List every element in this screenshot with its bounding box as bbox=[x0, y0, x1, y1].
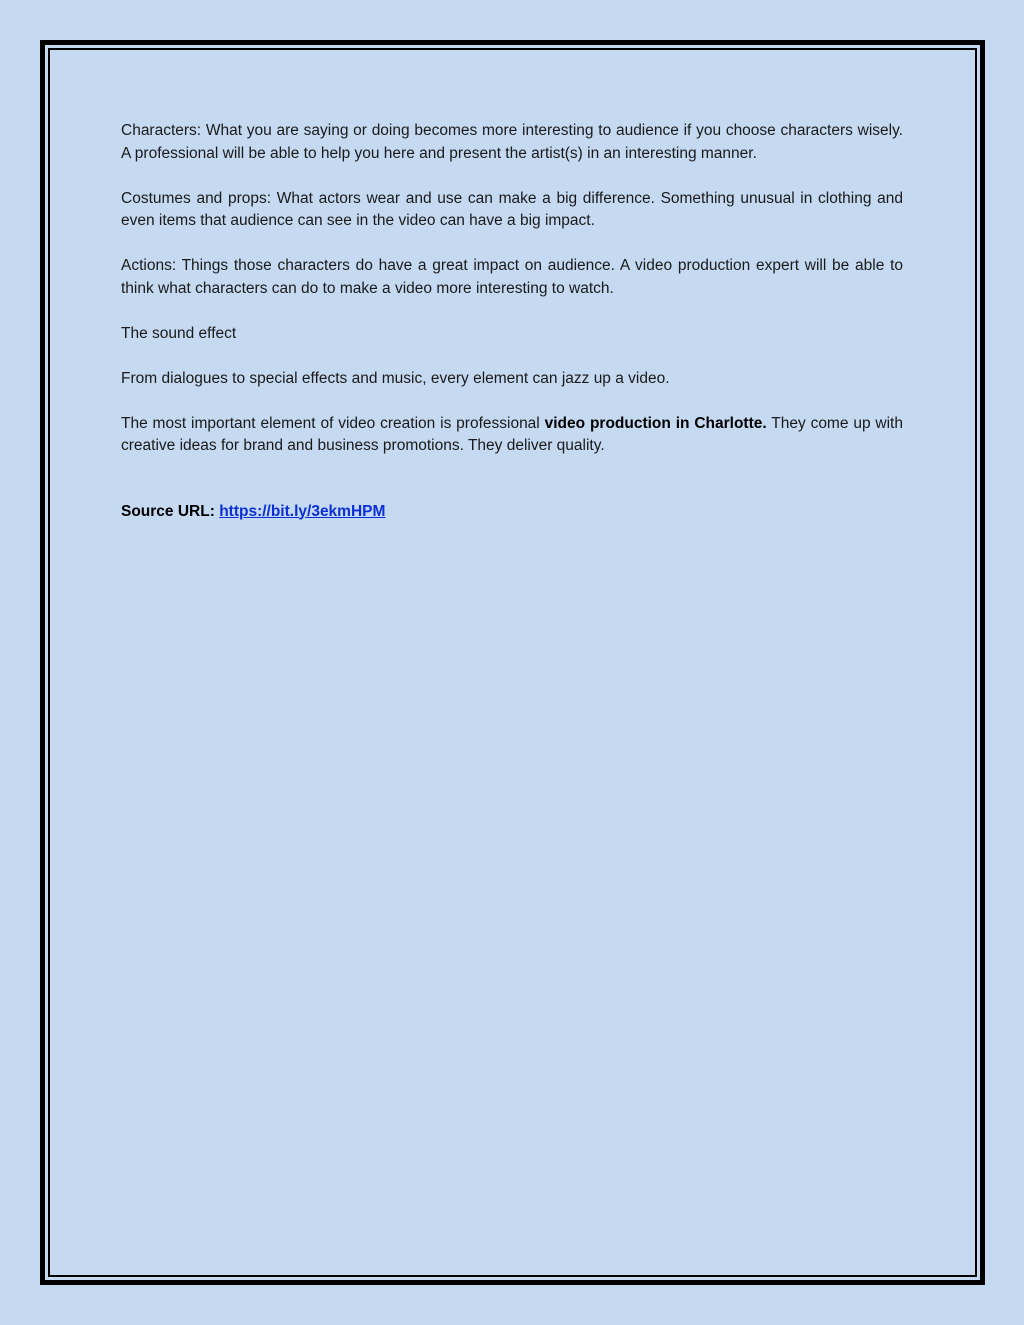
paragraph-conclusion bbox=[121, 413, 903, 458]
source-url-label: Source URL: bbox=[121, 502, 220, 520]
conclusion-keyword: video production in Charlotte. bbox=[544, 414, 767, 432]
paragraph-costumes: Costumes and props: What actors wear and use can make a big difference. Something unusual in clothing and even items that audience can see in the video can have a big impact. bbox=[121, 189, 903, 229]
source-url bbox=[121, 501, 903, 524]
source-url-link[interactable]: https://bit.ly/3ekmHPM bbox=[219, 502, 386, 520]
document-body bbox=[121, 120, 903, 523]
paragraph-sound-effect: The sound effect bbox=[121, 324, 237, 342]
paragraph-characters: Characters: What you are saying or doing becomes more interesting to audience if you choose characters wisely. A professional will be able to help you here and present the artist(s) in an interesting manner. bbox=[121, 122, 903, 162]
conclusion-text-start: The most important element of video creation is professional bbox=[121, 414, 545, 432]
conclusion-text-end: They come up with creative ideas for brand and business promotions. They deliver quality. bbox=[121, 414, 903, 454]
paragraph-actions: Actions: Things those characters do have a great impact on audience. A video production expert will be able to think what characters can do to make a video more interesting to watch. bbox=[121, 257, 903, 297]
paragraph-dialogues: From dialogues to special effects and music, every element can jazz up a video. bbox=[121, 369, 670, 387]
